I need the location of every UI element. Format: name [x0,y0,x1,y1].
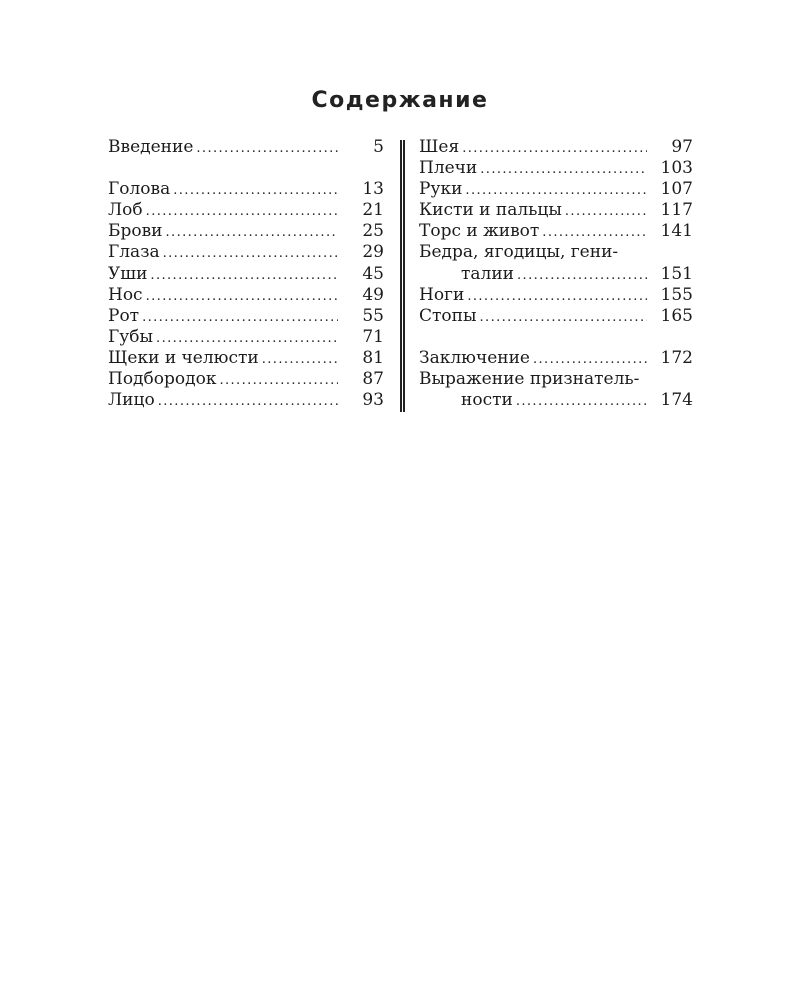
leader-dots [477,307,647,328]
section-gap [108,158,384,179]
toc-entry-label: Лоб [108,200,143,221]
toc-entry-forehead[interactable] [108,200,384,221]
toc-entry-label: Губы [108,326,154,347]
toc-entry-mouth[interactable] [108,306,384,327]
toc-entry-page: 165 [660,305,693,326]
toc-entry-label: Рот [108,305,140,326]
toc-entry-label: талии [461,263,515,284]
toc-entry-label: Руки [419,179,463,200]
leader-dots [513,391,647,412]
toc-entry-acknowledgements[interactable] [419,390,693,411]
toc-entry-eyebrows[interactable] [108,221,384,242]
toc-column-right [419,137,693,411]
leader-dots [163,222,338,243]
toc-entry-page: 49 [362,284,384,305]
leader-dots [193,138,338,159]
toc-entry-arms[interactable] [419,179,693,200]
toc-entry-label: Голова [108,179,171,200]
toc-entry-page: 21 [362,200,384,221]
leader-dots [170,180,338,201]
toc-entry-page: 25 [362,221,384,242]
toc-entry-nose[interactable] [108,285,384,306]
toc-entry-page: 174 [660,390,693,411]
page-title: Содержание [311,88,489,113]
toc-entry-ears[interactable] [108,264,384,285]
toc-entry-label: Торс и живот [419,221,540,242]
toc-entry-hips-first-line[interactable]: Бедра, ягодицы, гени- [419,242,619,263]
toc-entry-page: 45 [362,263,384,284]
toc-entry-page: 141 [660,221,693,242]
toc-entry-page: 55 [362,305,384,326]
toc-entry-neck[interactable] [419,137,693,158]
leader-dots [160,243,338,264]
toc-entry-cheeks-jaws[interactable] [108,348,384,369]
toc-entry-label: Лицо [108,390,155,411]
toc-entry-label: Ноги [419,284,465,305]
toc-entry-label: Уши [108,263,148,284]
leader-dots [514,265,647,286]
toc-entry-page: 87 [362,369,384,390]
toc-entry-label: Введение [108,137,194,157]
leader-dots [143,201,338,222]
toc-entry-head[interactable] [108,179,384,200]
leader-dots [530,349,647,370]
section-gap [419,327,693,348]
toc-entry-page: 103 [660,158,693,179]
leader-dots [139,307,338,328]
toc-entry-hips[interactable] [419,264,693,285]
toc-entry-hands-fingers[interactable] [419,200,693,221]
leader-dots [562,201,647,222]
toc-entry-conclusion[interactable] [419,348,693,369]
toc-entry-label: Шея [419,137,460,157]
toc-entry-page: 81 [362,347,384,368]
leader-dots [153,328,338,349]
leader-dots [539,222,647,243]
toc-entry-lips[interactable] [108,327,384,348]
toc-entry-page: 71 [362,326,384,347]
leader-dots [155,391,338,412]
toc-column-left [108,137,384,411]
toc-entry-acknowledgements-first-line[interactable]: Выражение признатель- [419,369,640,390]
leader-dots [462,180,647,201]
toc-entry-page: 117 [660,200,693,221]
toc-entry-eyes[interactable] [108,242,384,263]
toc-entry-page: 29 [362,242,384,263]
toc-entry-shoulders[interactable] [419,158,693,179]
leader-dots [147,265,338,286]
toc-entry-label: Стопы [419,305,477,326]
toc-entry-feet[interactable] [419,306,693,327]
toc-entry-page: 97 [671,137,693,157]
leader-dots [459,138,647,159]
toc-entry-legs[interactable] [419,285,693,306]
toc-entry-label: Брови [108,221,163,242]
toc-entry-label: Щеки и челюсти [108,347,259,368]
leader-dots [464,286,647,307]
column-divider [400,140,405,412]
toc-entry-page: 13 [362,179,384,200]
toc-entry-face[interactable] [108,390,384,411]
toc-entry-page: 151 [660,263,693,284]
leader-dots [216,370,338,391]
toc-entry-page: 5 [373,137,384,157]
toc-entry-label: Кисти и пальцы [419,200,562,221]
toc-entry-page: 172 [660,347,693,368]
toc-entry-introduction[interactable] [108,137,384,158]
toc-entry-label: Глаза [108,242,160,263]
toc-entry-torso-belly[interactable] [419,221,693,242]
toc-entry-label: Плечи [419,158,478,179]
toc-entry-label: Подбородок [108,369,217,390]
toc-entry-label: Заключение [419,347,530,368]
leader-dots [477,159,647,180]
leader-dots [259,349,338,370]
toc-entry-page: 107 [660,179,693,200]
toc-entry-label: Нос [108,284,143,305]
toc-entry-page: 155 [660,284,693,305]
leader-dots [143,286,338,307]
toc-entry-label: ности [461,390,513,411]
toc-entry-page: 93 [362,390,384,411]
toc-entry-chin[interactable] [108,369,384,390]
